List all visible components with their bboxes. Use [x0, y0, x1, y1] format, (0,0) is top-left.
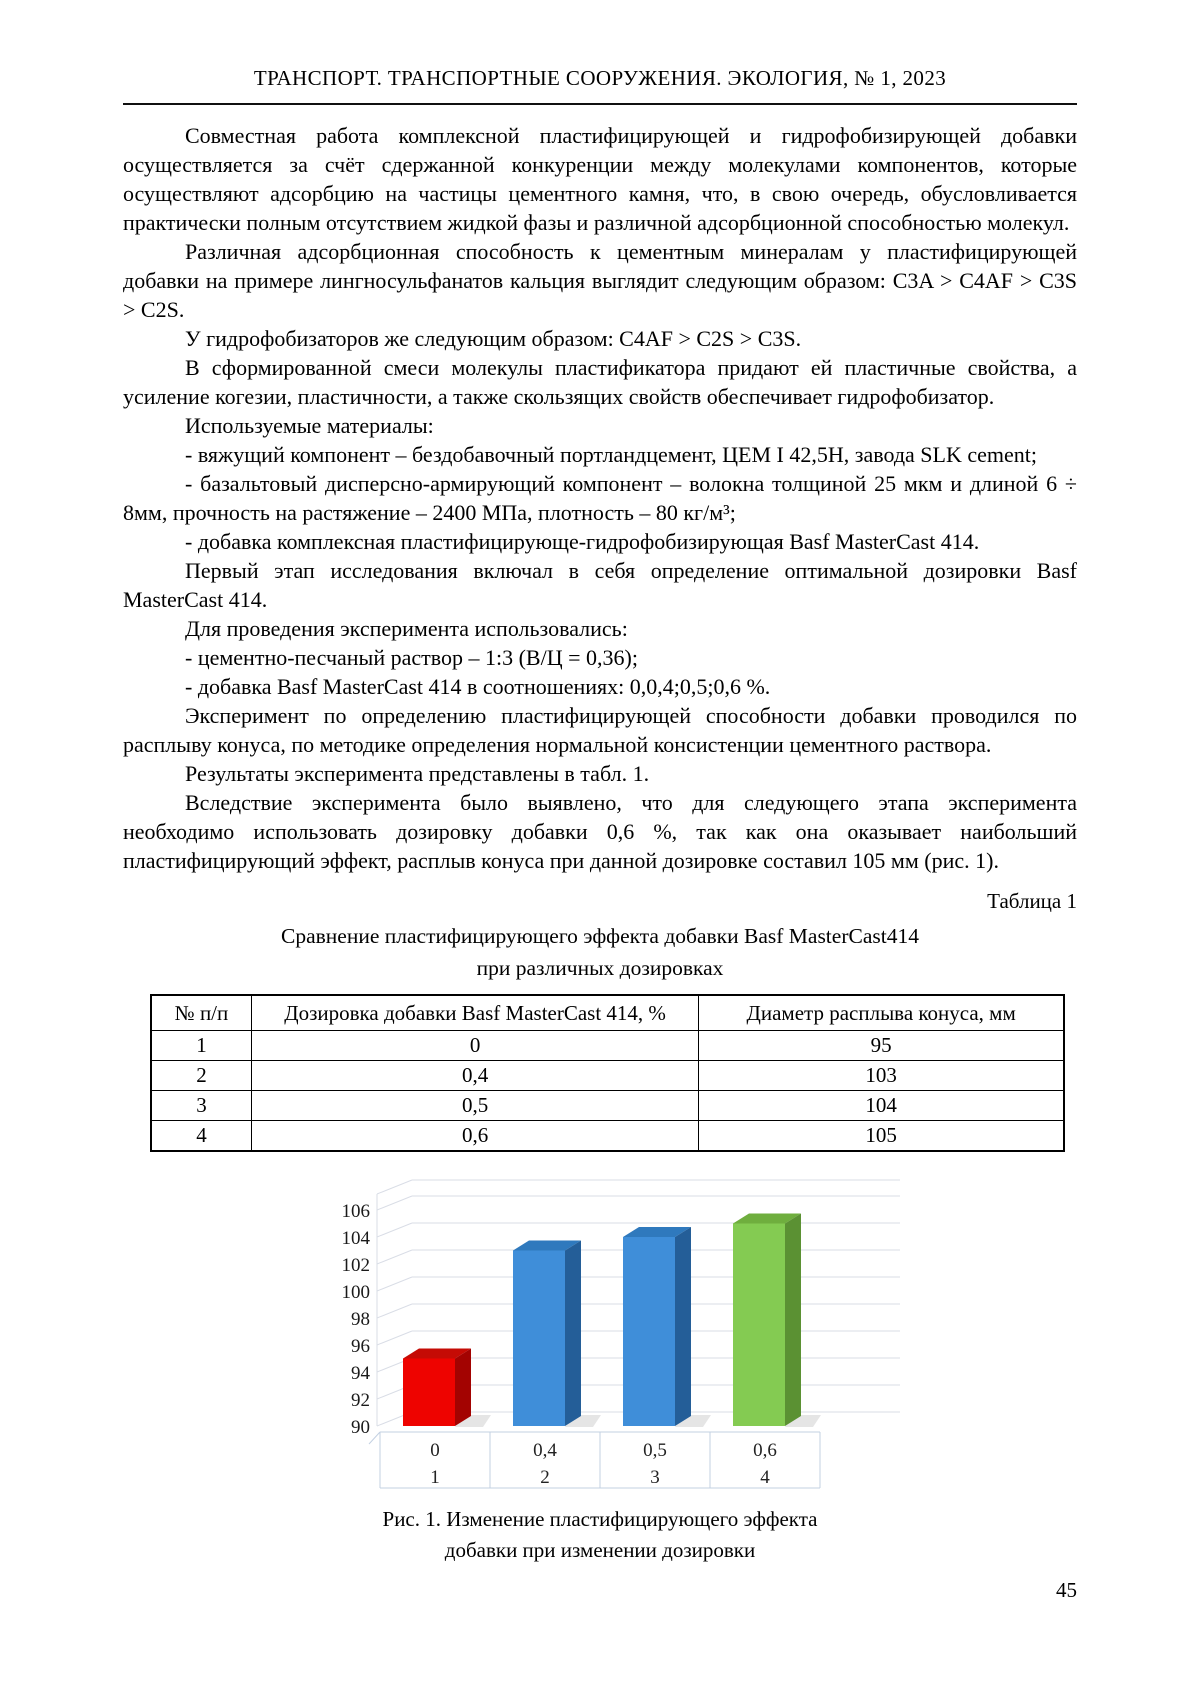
table-cell-r2-c3: 103	[699, 1061, 1064, 1091]
page-content	[123, 0, 1077, 1566]
page-number: 45	[1056, 1578, 1077, 1602]
figure-caption-line1: Рис. 1. Изменение пластифицирующего эффекта	[382, 1507, 818, 1531]
gridline-diagonal-96	[377, 1331, 412, 1345]
y-tick-label-106: 106	[341, 1201, 370, 1222]
paragraph-11: - цементно-песчаный раствор – 1:3 (В/Ц = 0,36);	[185, 645, 638, 670]
paragraph-12: - добавка Basf MasterCast 414 в соотношениях: 0,0,4;0,5;0,6 %.	[185, 674, 771, 699]
x-category-label-2: 0,4	[533, 1440, 557, 1461]
paragraph-6: - вяжущий компонент – бездобавочный портландцемент, ЦЕМ I 42,5Н, завода SLK cement;	[185, 442, 1037, 467]
paragraph-14: Результаты эксперимента представлены в табл. 1.	[185, 761, 650, 786]
gridline-diagonal-104	[377, 1223, 412, 1237]
figure-caption	[123, 1504, 1077, 1566]
table-title	[123, 920, 1077, 984]
paragraph-3: У гидрофобизаторов же следующим образом: C4AF > C2S > C3S.	[185, 326, 802, 351]
paragraph-1: Совместная работа комплексной пластифицирующей и гидрофобизирующей добавки осуществляется за счёт сдержанной конкуренции между молекулами компонентов, которые осуществляют адсорбцию на частицы цементного камня, что, в свою очередь, обусловливается практически полным отсутствием жидкой фазы и различной адсорбционной способностью молекул.	[123, 123, 1077, 235]
y-tick-label-102: 102	[341, 1255, 370, 1276]
y-tick-label-96: 96	[351, 1336, 370, 1357]
y-tick-label-92: 92	[351, 1390, 370, 1411]
paragraph-10: Для проведения эксперимента использовались:	[185, 616, 628, 641]
table-header-row	[151, 995, 1064, 1031]
figure-chart-wrap	[123, 1166, 1077, 1496]
x-category-label-4: 0,6	[753, 1440, 777, 1461]
x-category-number-2: 2	[540, 1467, 550, 1488]
figure-caption-line2: добавки при изменении дозировки	[444, 1538, 756, 1562]
paragraph-15: Вследствие эксперимента было выявлено, что для следующего этапа эксперимента необходимо использовать дозировку добавки 0,6 %, так как она оказывает наибольший пластифицирующий эффект, расплыв конуса при данной дозировке составил 105 мм (рис. 1).	[123, 790, 1077, 873]
y-tick-label-94: 94	[351, 1363, 370, 1384]
bar-side-3	[675, 1227, 691, 1426]
table-row-2	[151, 1061, 1064, 1091]
table-cell-r1-c3: 95	[699, 1031, 1064, 1061]
x-category-number-4: 4	[760, 1467, 770, 1488]
bar-front-2	[513, 1251, 565, 1427]
y-tick-label-98: 98	[351, 1309, 370, 1330]
bar-side-1	[455, 1349, 471, 1427]
gridline-diagonal-102	[377, 1250, 412, 1264]
paragraph-4: В сформированной смеси молекулы пластификатора придают ей пластичные свойства, а усиление когезии, пластичности, а также скользящих свойств обеспечивает гидрофобизатор.	[123, 355, 1077, 409]
table-cell-r2-c2: 0,4	[251, 1061, 698, 1091]
x-category-number-3: 3	[650, 1467, 660, 1488]
paragraph-5: Используемые материалы:	[185, 413, 434, 438]
wall-top-diagonal	[377, 1180, 412, 1194]
gridline-diagonal-100	[377, 1277, 412, 1291]
label-box-left-diagonal	[369, 1432, 380, 1444]
table-row-1	[151, 1031, 1064, 1061]
body-text	[123, 121, 1077, 875]
paragraph-13: Эксперимент по определению пластифицирующей способности добавки проводился по расплыву конуса, по методике определения нормальной консистенции цементного раствора.	[123, 703, 1077, 757]
paragraph-7: - базальтовый дисперсно-армирующий компонент – волокна толщиной 25 мкм и длиной 6 ÷ 8мм, прочность на растяжение – 2400 МПа, плотность – 80 кг/м³;	[123, 471, 1077, 525]
gridline-diagonal-106	[377, 1196, 412, 1210]
table-row-4	[151, 1121, 1064, 1152]
table-cell-r1-c2: 0	[251, 1031, 698, 1061]
bar-front-4	[733, 1224, 785, 1427]
table-cell-r3-c1: 3	[151, 1091, 251, 1121]
table-cell-r3-c3: 104	[699, 1091, 1064, 1121]
table-row-3	[151, 1091, 1064, 1121]
bar-side-4	[785, 1214, 801, 1427]
table-cell-r4-c3: 105	[699, 1121, 1064, 1152]
figure-chart	[270, 1166, 930, 1491]
results-table	[150, 994, 1065, 1152]
header-rule	[123, 103, 1077, 105]
table-body	[151, 1031, 1064, 1152]
table-title-line2: при различных дозировках	[476, 956, 724, 980]
table-label: Таблица 1	[987, 889, 1077, 913]
y-tick-label-100: 100	[341, 1282, 370, 1303]
table-cell-r3-c2: 0,5	[251, 1091, 698, 1121]
y-tick-label-104: 104	[341, 1228, 370, 1249]
x-category-label-3: 0,5	[643, 1440, 667, 1461]
x-category-label-1: 0	[430, 1440, 440, 1461]
bar-side-2	[565, 1241, 581, 1427]
journal-header: ТРАНСПОРТ. ТРАНСПОРТНЫЕ СООРУЖЕНИЯ. ЭКОЛОГИЯ, № 1, 2023	[253, 66, 947, 90]
bar-front-1	[403, 1359, 455, 1427]
gridline-diagonal-98	[377, 1304, 412, 1318]
bar-front-3	[623, 1237, 675, 1426]
table-header-cell-3: Диаметр расплыва конуса, мм	[699, 995, 1064, 1031]
table-header-cell-1: № п/п	[151, 995, 251, 1031]
table-header-cell-2: Дозировка добавки Basf MasterCast 414, %	[251, 995, 698, 1031]
x-category-number-1: 1	[430, 1467, 440, 1488]
y-tick-label-90: 90	[351, 1417, 370, 1438]
paragraph-8: - добавка комплексная пластифицирующе-гидрофобизирующая Basf MasterCast 414.	[185, 529, 980, 554]
table-cell-r1-c1: 1	[151, 1031, 251, 1061]
table-cell-r2-c1: 2	[151, 1061, 251, 1091]
table-title-line1: Сравнение пластифицирующего эффекта добавки Basf MasterCast414	[281, 924, 919, 948]
table-cell-r4-c1: 4	[151, 1121, 251, 1152]
paragraph-2: Различная адсорбционная способность к цементным минералам у пластифицирующей добавки на примере лингносульфанатов кальция выглядит следующим образом: C3A > C4AF > C3S > C2S.	[123, 239, 1077, 322]
table-cell-r4-c2: 0,6	[251, 1121, 698, 1152]
paragraph-9: Первый этап исследования включал в себя определение оптимальной дозировки Basf MasterCast 414.	[123, 558, 1077, 612]
